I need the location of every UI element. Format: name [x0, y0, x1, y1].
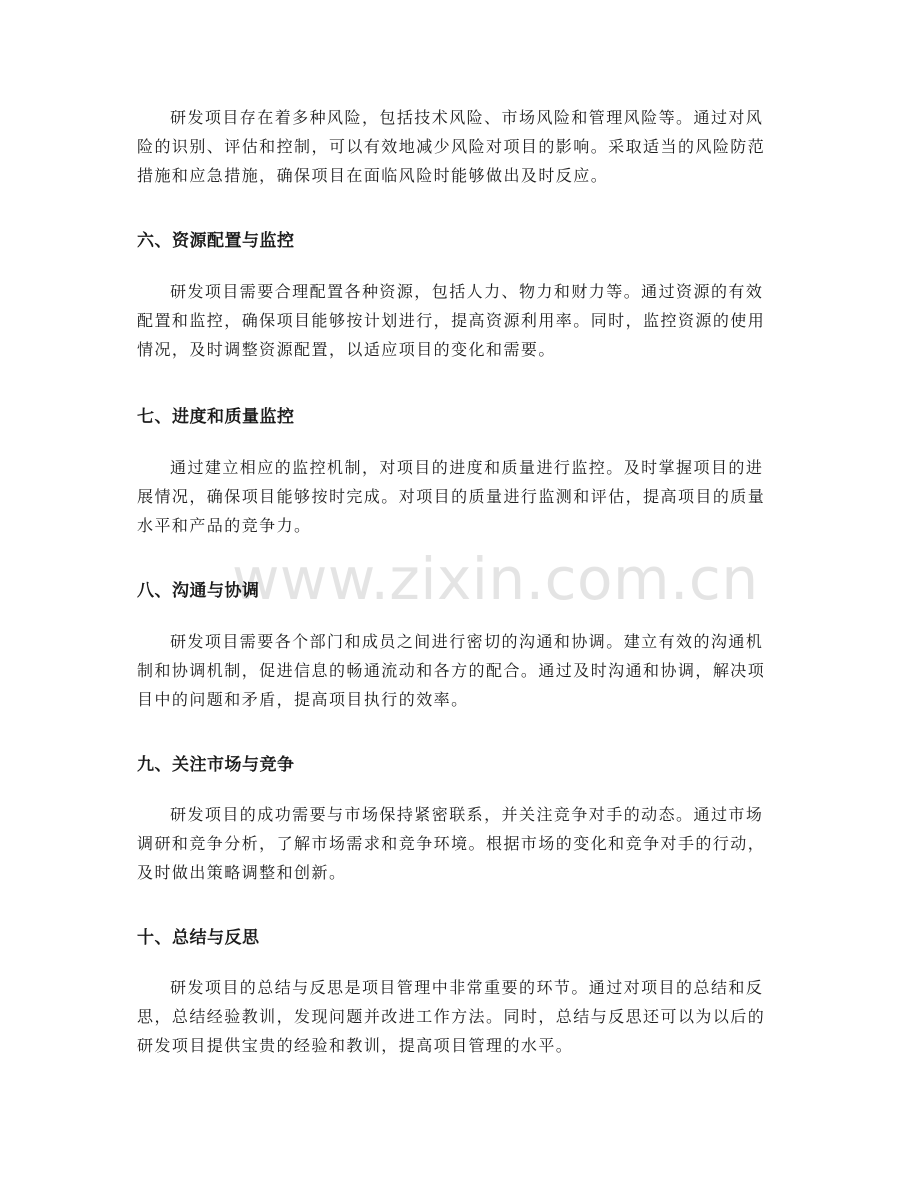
section-6 [137, 229, 787, 253]
section-8-body [137, 627, 787, 714]
intro-block [137, 103, 787, 190]
section-heading: 七、进度和质量监控 [137, 407, 295, 427]
section-paragraph: 研发项目需要合理配置各种资源，包括人力、物力和财力等。通过资源的有效 配置和监控，确保项目能够按计划进行，提高资源利用率。同时，监控资源的使用 情况，及时调整资源配置，以适应项目的变化和需要。 [137, 282, 766, 359]
section-paragraph: 通过建立相应的监控机制，对项目的进度和质量进行监控。及时掌握项目的进 展情况，确保项目能够按时完成。对项目的质量进行监测和评估，提高项目的质量 水平和产品的竞争力。 [137, 458, 766, 535]
watermark: www.zixin.com.cn [232, 545, 759, 613]
section-7 [137, 405, 787, 429]
section-paragraph: 研发项目的总结与反思是项目管理中非常重要的环节。通过对项目的总结和反 思，总结经验教训，发现问题并改进工作方法。同时，总结与反思还可以为以后的 研发项目提供宝贵的经验和教训，提高项目管理的水平。 [137, 978, 766, 1055]
section-9 [137, 753, 787, 777]
section-heading: 六、资源配置与监控 [137, 231, 295, 251]
section-8 [137, 579, 787, 603]
section-10 [137, 926, 787, 950]
section-heading: 八、沟通与协调 [137, 581, 260, 601]
section-9-body [137, 800, 787, 887]
section-10-body [137, 973, 787, 1060]
intro-paragraph: 研发项目存在着多种风险，包括技术风险、市场风险和管理风险等。通过对风 险的识别、评估和控制，可以有效地减少风险对项目的影响。采取适当的风险防范 措施和应急措施，确保项目在面临风险时能够做出及时反应。 [137, 108, 766, 185]
section-7-body [137, 453, 787, 540]
section-paragraph: 研发项目需要各个部门和成员之间进行密切的沟通和协调。建立有效的沟通机 制和协调机制，促进信息的畅通流动和各方的配合。通过及时沟通和协调，解决项 目中的问题和矛盾，提高项目执行的效率。 [137, 632, 766, 709]
section-6-body [137, 277, 787, 364]
section-paragraph: 研发项目的成功需要与市场保持紧密联系，并关注竞争对手的动态。通过市场 调研和竞争分析，了解市场需求和竞争环境。根据市场的变化和竞争对手的行动， 及时做出策略调整和创新。 [137, 805, 766, 882]
section-heading: 十、总结与反思 [137, 928, 260, 948]
section-heading: 九、关注市场与竞争 [137, 755, 295, 775]
